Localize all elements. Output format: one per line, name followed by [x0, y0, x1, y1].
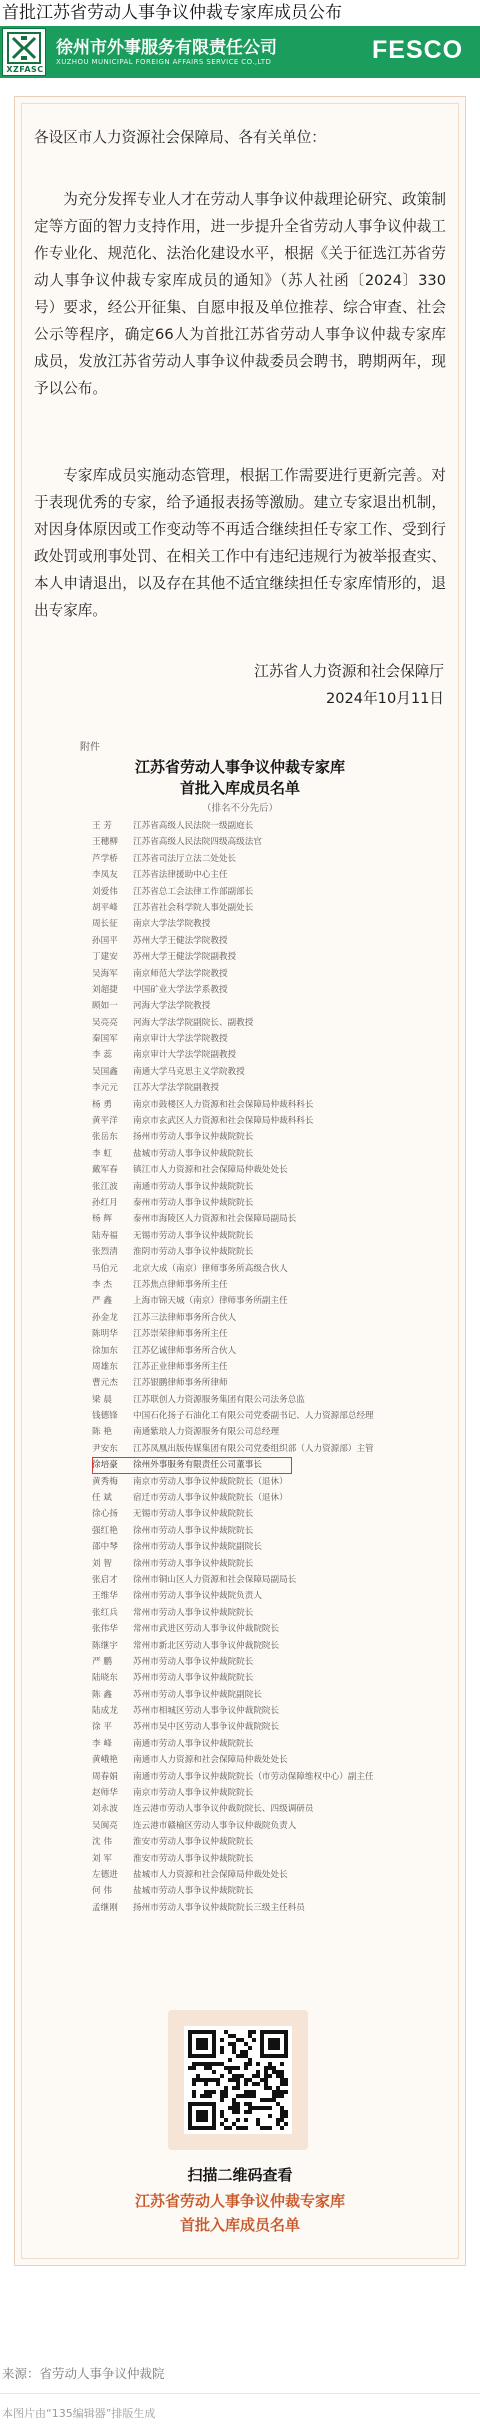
member-unit: 徐州市劳动人事争议仲裁院院长	[133, 1558, 254, 1569]
member-unit: 中国石化扬子石油化工有限公司党委副书记、人力资源部总经理	[133, 1411, 374, 1422]
member-name: 陆寿福	[92, 1230, 118, 1241]
member-row	[92, 1572, 412, 1588]
member-row	[92, 998, 412, 1014]
member-unit: 南通市劳动人事争议仲裁院院长	[133, 1738, 254, 1749]
member-row	[92, 1113, 412, 1129]
member-name: 刘永波	[92, 1804, 118, 1815]
member-name: 孙红月	[92, 1197, 118, 1208]
member-name: 杨 勇	[92, 1099, 112, 1110]
qr-title-line1: 江苏省劳动人事争议仲裁专家库	[134, 2192, 345, 2210]
member-name: 陈明华	[92, 1329, 118, 1340]
logo-text: XZFASC	[6, 65, 44, 74]
member-row	[92, 1228, 412, 1244]
member-name: 沈 伟	[92, 1837, 112, 1848]
member-unit: 南通大学马克思主义学院教授	[133, 1066, 245, 1077]
signature-date: 2024年10月11日	[325, 690, 444, 707]
notice-paragraph-1: 为充分发挥专业人才在劳动人事争议仲裁理论研究、政策制定等方面的智力支持作用，进一步提升全省劳动人事争议仲裁工作专业化、规范化、法治化建设水平，根据《关于征选江苏省劳动人事争议仲裁专家库成员的通知》（苏人社函〔2024〕330号）要求，经公开征集、自愿申报及单位推荐、综合审查、社会公示等程序，确定66人为首批江苏省劳动人事争议仲裁专家库成员，发放江苏省劳动人事争议仲裁委员会聘书，聘期两年，现予以公布。	[34, 191, 446, 397]
member-row	[92, 1523, 412, 1539]
member-row	[92, 900, 412, 916]
member-row	[92, 1785, 412, 1801]
member-name: 李元元	[92, 1083, 118, 1094]
member-name: 刘 智	[92, 1558, 112, 1569]
member-unit: 连云港市赣榆区劳动人事争议仲裁院负责人	[133, 1820, 297, 1831]
member-row	[92, 1162, 412, 1178]
member-name: 丁建安	[92, 952, 118, 963]
member-unit: 苏州市相城区劳动人事争议仲裁院院长	[133, 1706, 280, 1717]
member-row	[92, 1375, 412, 1391]
qr-caption: 扫描二维码查看	[187, 2166, 293, 2184]
member-unit: 江苏焦点律师事务所主任	[133, 1279, 228, 1290]
member-name: 严 鑫	[92, 1296, 112, 1307]
member-name: 徐 平	[92, 1722, 112, 1733]
company-logo	[2, 28, 46, 76]
member-unit: 宿迁市劳动人事争议仲裁院院长（退休）	[133, 1493, 288, 1504]
member-name: 黄秀梅	[92, 1476, 118, 1487]
member-unit: 江苏省高级人民法院一级副庭长	[133, 821, 254, 831]
member-row	[92, 1195, 412, 1211]
member-name: 张岳东	[92, 1132, 118, 1143]
qr-title-line2: 首批入库成员名单	[179, 2216, 300, 2234]
member-unit: 连云港市劳动人事争议仲裁院院长、四级调研员	[133, 1804, 314, 1815]
member-row	[92, 982, 412, 998]
member-name: 张启才	[92, 1574, 118, 1585]
member-row	[92, 1556, 412, 1572]
member-row	[92, 1703, 412, 1719]
member-name: 曹元杰	[92, 1378, 118, 1389]
member-row	[92, 1621, 412, 1637]
member-row	[92, 1408, 412, 1424]
member-unit: 南京审计大学法学院副教授	[133, 1050, 237, 1061]
member-name: 徐心扬	[92, 1509, 118, 1520]
member-unit: 南京审计大学法学院教授	[133, 1034, 228, 1045]
member-name: 吴亮亮	[92, 1017, 118, 1028]
member-name: 胡平峰	[92, 902, 118, 913]
member-unit: 南京师范大学法学院教授	[133, 968, 228, 979]
member-unit: 江苏省总工会法律工作部副部长	[133, 886, 254, 897]
member-unit: 中国矿业大学法学系教授	[133, 984, 228, 995]
member-row	[92, 1818, 412, 1834]
member-unit: 南京市玄武区人力资源和社会保障局仲裁科科长	[133, 1116, 314, 1127]
member-unit: 江苏银鹏律师事务所律师	[133, 1378, 228, 1389]
member-row	[92, 1801, 412, 1817]
member-name: 刘超捷	[92, 984, 118, 995]
member-row	[92, 1441, 412, 1457]
member-row	[92, 966, 412, 982]
member-row	[92, 884, 412, 900]
member-unit: 南京大学法学院教授	[133, 919, 211, 930]
signature-org: 江苏省人力资源和社会保障厅	[254, 663, 444, 680]
member-row	[92, 1883, 412, 1899]
member-name: 陈 鑫	[92, 1689, 112, 1700]
member-name: 李 虹	[92, 1148, 112, 1159]
member-name: 任 斌	[92, 1493, 112, 1504]
member-row	[92, 1179, 412, 1195]
member-unit: 北京大成（南京）律师事务所高级合伙人	[133, 1263, 288, 1274]
member-row	[92, 1769, 412, 1785]
member-unit: 常州市新北区劳动人事争议仲裁院院长	[133, 1640, 280, 1651]
member-name: 何 伟	[92, 1886, 112, 1897]
member-unit: 苏州市劳动人事争议仲裁院副院长	[133, 1689, 262, 1700]
member-name: 芦学桥	[92, 853, 118, 864]
member-row	[92, 1261, 412, 1277]
member-row	[92, 1834, 412, 1850]
member-name: 徐培豪	[92, 1460, 118, 1471]
member-unit: 徐州市铜山区人力资源和社会保障局副局长	[133, 1574, 297, 1585]
member-name: 顾如一	[92, 1001, 118, 1012]
qr-code-frame	[184, 2026, 292, 2134]
member-name: 钱德锋	[92, 1411, 118, 1422]
member-row	[92, 1867, 412, 1883]
member-unit: 淮阴市劳动人事争议仲裁院院长	[133, 1247, 254, 1258]
member-unit: 淮安市劳动人事争议仲裁院院长	[133, 1837, 254, 1848]
member-row	[92, 1752, 412, 1768]
member-name: 孙国平	[92, 935, 118, 946]
member-name: 王穗柳	[92, 837, 118, 848]
member-name: 陆晓东	[92, 1673, 118, 1684]
member-name: 李凤友	[92, 870, 118, 881]
annex-label: 附件	[80, 742, 100, 753]
member-unit: 无锡市劳动人事争议仲裁院院长	[133, 1230, 254, 1241]
member-row	[92, 1457, 292, 1473]
member-unit: 徐州外事服务有限责任公司董事长	[133, 1460, 262, 1471]
member-name: 张伟华	[92, 1624, 118, 1635]
member-unit: 江苏大学法学院副教授	[133, 1083, 219, 1094]
qr-card	[168, 2010, 308, 2150]
member-unit: 苏州市吴中区劳动人事争议仲裁院院长	[133, 1722, 280, 1733]
qr-code-icon[interactable]	[188, 2030, 288, 2130]
member-row	[92, 1670, 412, 1686]
member-row	[92, 1736, 412, 1752]
member-row	[92, 916, 412, 932]
member-name: 刘爱伟	[92, 886, 118, 897]
member-unit: 南京市劳动人事争议仲裁院院长（退休）	[133, 1476, 288, 1487]
member-row	[92, 1047, 412, 1063]
member-name: 吴海军	[92, 968, 118, 979]
member-name: 陈继宇	[92, 1640, 118, 1651]
member-row	[92, 1211, 412, 1227]
member-unit: 盐城市劳动人事争议仲裁院院长	[133, 1148, 254, 1159]
company-name-cn: 徐州市外事服务有限责任公司	[56, 38, 277, 58]
member-name: 张江波	[92, 1181, 118, 1192]
member-name: 严 鹏	[92, 1656, 112, 1667]
member-unit: 泰州市劳动人事争议仲裁院院长	[133, 1197, 254, 1208]
member-name: 秦国军	[92, 1034, 118, 1045]
editor-credit: 本图片由“135编辑器”排版生成	[2, 2407, 156, 2420]
member-unit: 苏州市劳动人事争议仲裁院院长	[133, 1656, 254, 1667]
member-name: 刘 军	[92, 1853, 112, 1864]
member-row	[92, 949, 412, 965]
member-name: 张红兵	[92, 1607, 118, 1618]
member-unit: 常州市武进区劳动人事争议仲裁院院长	[133, 1624, 280, 1635]
member-name: 王 芳	[92, 821, 112, 831]
member-row	[92, 1277, 412, 1293]
member-list	[92, 818, 412, 1916]
member-name: 周长征	[92, 919, 118, 930]
member-name: 邵中琴	[92, 1542, 118, 1553]
member-row	[92, 1146, 412, 1162]
member-unit: 徐州市劳动人事争议仲裁院副院长	[133, 1542, 262, 1553]
notice-paragraph-2: 专家库成员实施动态管理，根据工作需要进行更新完善。对于表现优秀的专家，给予通报表扬等激励。建立专家退出机制，对因身体原因或工作变动等不再适合继续担任专家工作、受到行政处罚或刑事处罚、在相关工作中有违纪违规行为被举报查实、本人申请退出，以及存在其他不适宜继续担任专家库情形的，退出专家库。	[34, 467, 446, 619]
member-row	[92, 1244, 412, 1260]
member-unit: 苏州大学王健法学院副教授	[133, 952, 237, 963]
member-name: 周雄东	[92, 1361, 118, 1372]
member-unit: 江苏省社会科学院人事处副处长	[133, 902, 254, 913]
member-unit: 南通紫琅人力资源服务有限公司总经理	[133, 1427, 280, 1438]
member-name: 张烈清	[92, 1247, 118, 1258]
member-row	[92, 1129, 412, 1145]
notice-salutation: 各设区市人力资源社会保障局、各有关单位：	[34, 129, 326, 146]
member-row	[92, 1326, 412, 1342]
member-row	[92, 1474, 412, 1490]
member-name: 陆成龙	[92, 1706, 118, 1717]
member-row	[92, 1080, 412, 1096]
member-row	[92, 1900, 412, 1916]
fesco-brand: FESCO	[372, 36, 464, 64]
member-name: 陈 艳	[92, 1427, 112, 1438]
member-row	[92, 1851, 412, 1867]
member-row	[92, 1506, 412, 1522]
member-name: 赵师华	[92, 1788, 118, 1799]
member-name: 左德进	[92, 1870, 118, 1880]
member-unit: 江苏省高级人民法院四级高级法官	[133, 837, 262, 848]
member-unit: 南通市劳动人事争议仲裁院院长（市劳动保障维权中心）副主任	[133, 1771, 374, 1782]
member-unit: 江苏正业律师事务所主任	[133, 1361, 228, 1372]
member-row	[92, 1343, 412, 1359]
member-row	[92, 1719, 412, 1735]
member-row	[92, 818, 412, 834]
member-unit: 镇江市人力资源和社会保障局仲裁处处长	[133, 1165, 288, 1176]
member-row	[92, 1588, 412, 1604]
member-name: 梁 晨	[92, 1394, 112, 1405]
member-name: 马伯元	[92, 1263, 118, 1274]
member-unit: 泰州市海陵区人力资源和社会保障局副局长	[133, 1214, 297, 1225]
member-row	[92, 834, 412, 850]
member-row	[92, 867, 412, 883]
company-name-en: XUZHOU MUNICIPAL FOREIGN AFFAIRS SERVICE CO.,LTD	[56, 58, 272, 66]
member-name: 黄峨艳	[92, 1755, 118, 1766]
member-unit: 无锡市劳动人事争议仲裁院院长	[133, 1509, 254, 1520]
member-row	[92, 1605, 412, 1621]
member-name: 孟继刚	[92, 1902, 118, 1913]
member-name: 戴军春	[92, 1165, 118, 1176]
member-row	[92, 1424, 412, 1440]
member-row	[92, 851, 412, 867]
member-unit: 盐城市劳动人事争议仲裁院院长	[133, 1886, 254, 1897]
member-row	[92, 1293, 412, 1309]
member-unit: 南通市劳动人事争议仲裁院院长	[133, 1181, 254, 1192]
member-unit: 江苏省法律援助中心主任	[133, 870, 228, 881]
member-unit: 江苏亿诚律师事务所合伙人	[133, 1345, 237, 1356]
member-unit: 江苏三法律师事务所合伙人	[133, 1312, 237, 1323]
member-name: 李 峰	[92, 1738, 112, 1749]
member-name: 尹安东	[92, 1443, 118, 1454]
member-unit: 苏州大学王健法学院教授	[133, 935, 228, 946]
member-row	[92, 1031, 412, 1047]
member-unit: 徐州市劳动人事争议仲裁院负责人	[133, 1591, 262, 1602]
footer-divider	[0, 2393, 480, 2394]
xzfasc-logo-icon	[7, 32, 41, 64]
member-unit: 河海大学法学院副院长、副教授	[133, 1017, 254, 1028]
member-row	[92, 1687, 412, 1703]
member-name: 李 杰	[92, 1279, 112, 1290]
member-name: 吴国鑫	[92, 1066, 118, 1077]
member-unit: 淮安市劳动人事争议仲裁院院长	[133, 1853, 254, 1864]
member-row	[92, 1064, 412, 1080]
annex-note: （排名不分先后）	[201, 803, 278, 814]
member-unit: 苏州市劳动人事争议仲裁院院长	[133, 1673, 254, 1684]
member-row	[92, 1539, 412, 1555]
member-unit: 上海市锦天城（南京）律师事务所副主任	[133, 1296, 288, 1307]
member-unit: 徐州市劳动人事争议仲裁院院长	[133, 1525, 254, 1536]
member-unit: 江苏崇荣律师事务所主任	[133, 1329, 228, 1340]
member-row	[92, 1638, 412, 1654]
member-unit: 江苏凤凰出版传媒集团有限公司党委组织部（人力资源部）主管	[133, 1443, 374, 1454]
member-row	[92, 1654, 412, 1670]
member-row	[92, 1490, 412, 1506]
member-row	[92, 933, 412, 949]
member-unit: 南京市鼓楼区人力资源和社会保障局仲裁科科长	[133, 1099, 314, 1110]
member-unit: 盐城市人力资源和社会保障局仲裁处处长	[133, 1870, 288, 1880]
member-name: 周春娟	[92, 1771, 118, 1782]
member-row	[92, 1310, 412, 1326]
member-name: 强红艳	[92, 1525, 118, 1536]
member-row	[92, 1359, 412, 1375]
member-unit: 南京市劳动人事争议仲裁院院长	[133, 1788, 254, 1799]
member-name: 吴闽亮	[92, 1820, 118, 1831]
member-name: 孙金龙	[92, 1312, 118, 1323]
member-name: 杨 辉	[92, 1214, 112, 1225]
member-name: 黄平洋	[92, 1116, 118, 1127]
member-name: 王维华	[92, 1591, 118, 1602]
annex-title-line2: 首批入库成员名单	[179, 779, 300, 797]
member-unit: 扬州市劳动人事争议仲裁院院长三级主任科员	[133, 1902, 305, 1913]
member-row	[92, 1015, 412, 1031]
member-unit: 江苏省司法厅立法二处处长	[133, 853, 237, 864]
member-unit: 江苏联创人力资源服务集团有限公司法务总监	[133, 1394, 305, 1405]
member-name: 李 蕊	[92, 1050, 112, 1061]
annex-title-line1: 江苏省劳动人事争议仲裁专家库	[134, 758, 345, 776]
member-row	[92, 1392, 412, 1408]
member-row	[92, 1097, 412, 1113]
member-name: 徐加东	[92, 1345, 118, 1356]
source-credit: 来源：省劳动人事争议仲裁院	[2, 2366, 165, 2381]
page-title: 首批江苏省劳动人事争议仲裁专家库成员公布	[2, 3, 342, 23]
member-unit: 常州市劳动人事争议仲裁院院长	[133, 1607, 254, 1618]
member-unit: 南通市人力资源和社会保障局仲裁处处长	[133, 1755, 288, 1766]
member-unit: 河海大学法学院教授	[133, 1001, 211, 1012]
member-unit: 扬州市劳动人事争议仲裁院院长	[133, 1132, 254, 1143]
